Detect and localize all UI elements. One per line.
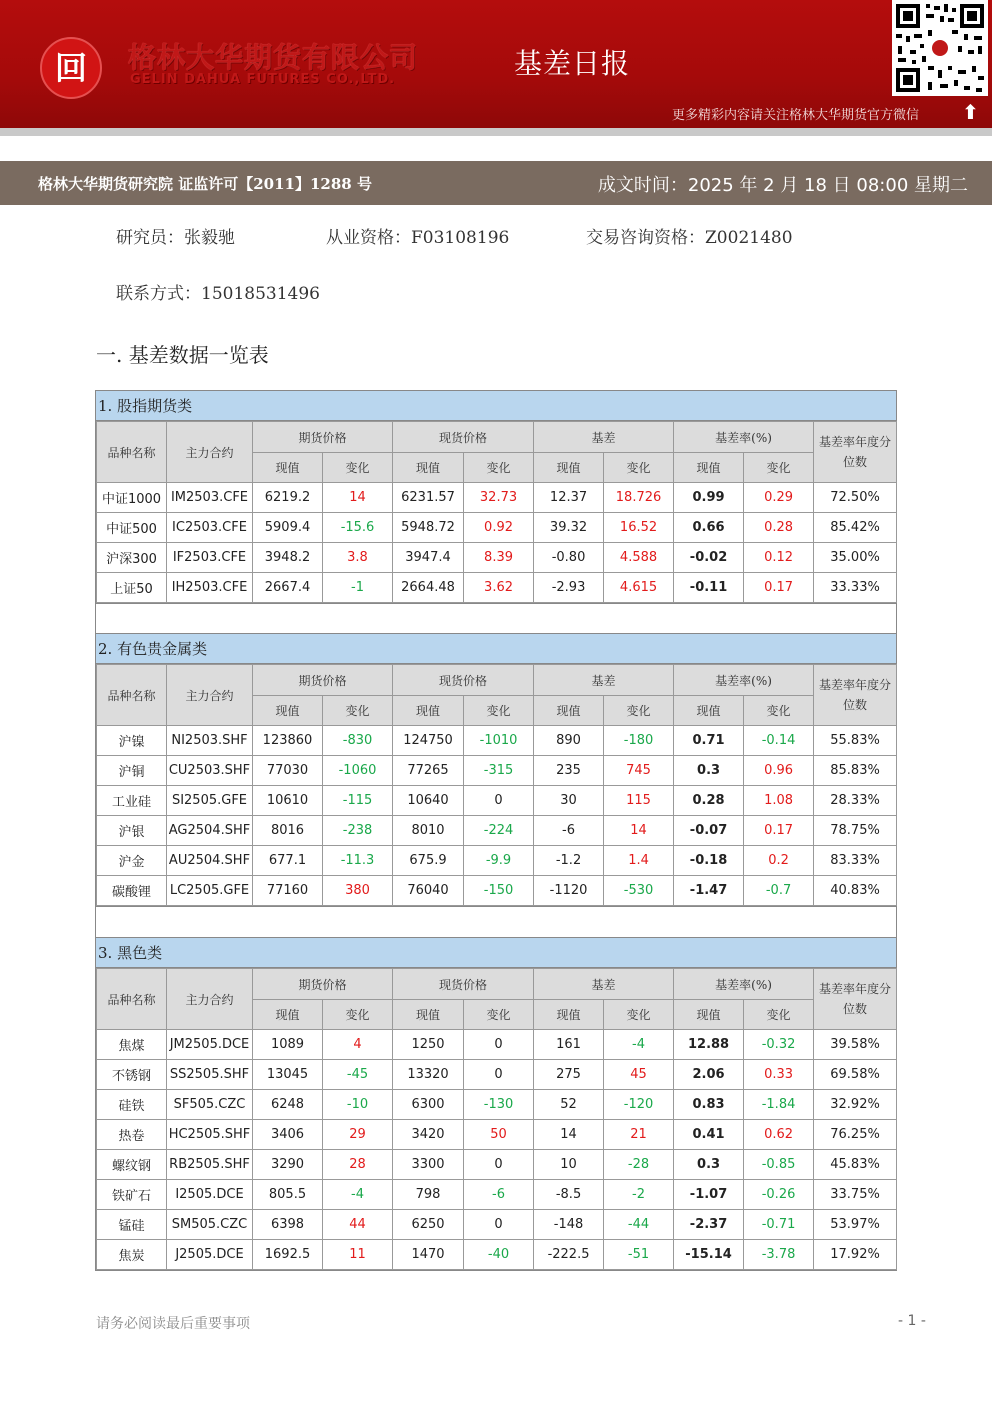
table-spacer — [96, 906, 896, 937]
table-cell: 0.41 — [674, 1120, 744, 1150]
product-name: 沪镍 — [97, 726, 167, 756]
col-header-change: 变化 — [744, 696, 814, 726]
table-cell: 0.3 — [674, 756, 744, 786]
table-row — [97, 543, 897, 573]
table-cell: 40.83% — [814, 876, 897, 906]
table-cell: 3.8 — [323, 543, 393, 573]
qr-code-icon — [892, 0, 988, 96]
table-cell: -9.9 — [464, 846, 534, 876]
contract-code: HC2505.SHF — [167, 1120, 253, 1150]
contract-code: LC2505.GFE — [167, 876, 253, 906]
col-header-change: 变化 — [604, 696, 674, 726]
table-cell: 21 — [604, 1120, 674, 1150]
page-number: - 1 - — [898, 1313, 926, 1329]
table-cell: 52 — [534, 1090, 604, 1120]
table-cell: -224 — [464, 816, 534, 846]
table-cell: 33.75% — [814, 1180, 897, 1210]
table-cell: 0.71 — [674, 726, 744, 756]
table-cell: 11 — [323, 1240, 393, 1270]
table-cell: 13320 — [393, 1060, 464, 1090]
institute-license: 格林大华期货研究院 证监许可【2011】1288 号 — [38, 175, 372, 193]
table-cell: -8.5 — [534, 1180, 604, 1210]
table-title: 2. 有色贵金属类 — [96, 634, 896, 664]
table-cell: 39.32 — [534, 513, 604, 543]
table-cell: 675.9 — [393, 846, 464, 876]
table-cell: 805.5 — [253, 1180, 323, 1210]
table-cell: 1.4 — [604, 846, 674, 876]
col-header-quantile: 基差率年度分位数 — [814, 422, 897, 483]
table-row — [97, 876, 897, 906]
table-cell: -28 — [604, 1150, 674, 1180]
table-cell: 28 — [323, 1150, 393, 1180]
table-cell: 10 — [534, 1150, 604, 1180]
col-header-contract: 主力合约 — [167, 665, 253, 726]
table-cell: -2 — [604, 1180, 674, 1210]
contact: 联系方式：15018531496 — [116, 284, 320, 304]
product-name: 沪金 — [97, 846, 167, 876]
table-title: 3. 黑色类 — [96, 938, 896, 968]
col-header-current: 现值 — [253, 1000, 323, 1030]
consult-qualification: 交易咨询资格：Z0021480 — [586, 228, 793, 248]
header-divider — [0, 128, 992, 136]
product-name: 热卷 — [97, 1120, 167, 1150]
footer-note: 请务必阅读最后重要事项 — [96, 1316, 250, 1332]
table-cell: 14 — [534, 1120, 604, 1150]
table-block-nonferrous — [95, 633, 897, 938]
contract-code: I2505.DCE — [167, 1180, 253, 1210]
contract-code: NI2503.SHF — [167, 726, 253, 756]
table-row — [97, 756, 897, 786]
table-cell: 72.50% — [814, 483, 897, 513]
col-header-spot: 现货价格 — [393, 969, 534, 1000]
table-cell: -0.71 — [744, 1210, 814, 1240]
table-cell: -238 — [323, 816, 393, 846]
table-cell: 76.25% — [814, 1120, 897, 1150]
table-cell: -6 — [464, 1180, 534, 1210]
table-cell: -0.85 — [744, 1150, 814, 1180]
table-cell: 235 — [534, 756, 604, 786]
contract-code: AG2504.SHF — [167, 816, 253, 846]
company-logo-icon — [40, 37, 102, 99]
table-cell: -148 — [534, 1210, 604, 1240]
col-header-contract: 主力合约 — [167, 969, 253, 1030]
table-cell: 0 — [464, 1060, 534, 1090]
product-name: 焦炭 — [97, 1240, 167, 1270]
table-row — [97, 1180, 897, 1210]
table-row — [97, 573, 897, 603]
col-header-name: 品种名称 — [97, 665, 167, 726]
table-row — [97, 483, 897, 513]
table-cell: -15.6 — [323, 513, 393, 543]
table-cell: -0.07 — [674, 816, 744, 846]
col-header-change: 变化 — [464, 696, 534, 726]
table-cell: -1.2 — [534, 846, 604, 876]
table-cell: 3947.4 — [393, 543, 464, 573]
table-cell: 1692.5 — [253, 1240, 323, 1270]
table-cell: 0 — [464, 786, 534, 816]
col-header-basis: 基差 — [534, 969, 674, 1000]
table-cell: -15.14 — [674, 1240, 744, 1270]
table-cell: -120 — [604, 1090, 674, 1120]
table-cell: 53.97% — [814, 1210, 897, 1240]
table-cell: -0.32 — [744, 1030, 814, 1060]
table-cell: -1 — [323, 573, 393, 603]
table-cell: 29 — [323, 1120, 393, 1150]
table-cell: -51 — [604, 1240, 674, 1270]
table-cell: 161 — [534, 1030, 604, 1060]
col-header-change: 变化 — [464, 453, 534, 483]
table-cell: 890 — [534, 726, 604, 756]
table-cell: 32.92% — [814, 1090, 897, 1120]
contract-code: AU2504.SHF — [167, 846, 253, 876]
table-row — [97, 1120, 897, 1150]
table-cell: 85.83% — [814, 756, 897, 786]
table-cell: 0 — [464, 1150, 534, 1180]
table-row — [97, 1060, 897, 1090]
col-header-change: 变化 — [323, 453, 393, 483]
col-header-basis: 基差 — [534, 422, 674, 453]
table-cell: 275 — [534, 1060, 604, 1090]
col-header-change: 变化 — [464, 1000, 534, 1030]
table-cell: 76040 — [393, 876, 464, 906]
contract-code: IF2503.CFE — [167, 543, 253, 573]
table-cell: -45 — [323, 1060, 393, 1090]
logo-glyph: 回 — [54, 49, 87, 87]
table-cell: 115 — [604, 786, 674, 816]
report-datetime: 成文时间：2025 年 2 月 18 日 08:00 星期二 — [597, 175, 968, 196]
col-header-change: 变化 — [744, 453, 814, 483]
table-cell: 4.588 — [604, 543, 674, 573]
table-cell: 6300 — [393, 1090, 464, 1120]
table-cell: -0.14 — [744, 726, 814, 756]
col-header-change: 变化 — [604, 453, 674, 483]
col-header-quantile: 基差率年度分位数 — [814, 665, 897, 726]
table-cell: 2.06 — [674, 1060, 744, 1090]
table-cell: -0.26 — [744, 1180, 814, 1210]
product-name: 螺纹钢 — [97, 1150, 167, 1180]
table-cell: 4.615 — [604, 573, 674, 603]
product-name: 沪深300 — [97, 543, 167, 573]
col-header-contract: 主力合约 — [167, 422, 253, 483]
table-row — [97, 846, 897, 876]
table-cell: 85.42% — [814, 513, 897, 543]
table-cell: 77030 — [253, 756, 323, 786]
contract-code: SI2505.GFE — [167, 786, 253, 816]
product-name: 上证50 — [97, 573, 167, 603]
company-name-cn: 格林大华期货有限公司 — [128, 41, 419, 74]
table-cell: 2664.48 — [393, 573, 464, 603]
section-title: 一. 基差数据一览表 — [96, 343, 269, 367]
table-cell: 69.58% — [814, 1060, 897, 1090]
col-header-basis-rate: 基差率(%) — [674, 969, 814, 1000]
product-name: 碳酸锂 — [97, 876, 167, 906]
arrow-up-icon: ⬆ — [962, 100, 979, 124]
table-row — [97, 1210, 897, 1240]
report-title: 基差日报 — [514, 47, 631, 80]
basis-table — [96, 664, 897, 906]
col-header-basis: 基差 — [534, 665, 674, 696]
table-cell: -2.37 — [674, 1210, 744, 1240]
table-cell: -0.80 — [534, 543, 604, 573]
table-cell: 0.83 — [674, 1090, 744, 1120]
table-cell: 28.33% — [814, 786, 897, 816]
product-name: 工业硅 — [97, 786, 167, 816]
table-cell: 0 — [464, 1210, 534, 1240]
col-header-change: 变化 — [323, 696, 393, 726]
col-header-futures: 期货价格 — [253, 969, 393, 1000]
table-cell: 1250 — [393, 1030, 464, 1060]
table-cell: 0.3 — [674, 1150, 744, 1180]
col-header-current: 现值 — [534, 696, 604, 726]
table-cell: 14 — [604, 816, 674, 846]
table-row — [97, 726, 897, 756]
col-header-current: 现值 — [674, 696, 744, 726]
col-header-name: 品种名称 — [97, 969, 167, 1030]
table-cell: -222.5 — [534, 1240, 604, 1270]
product-name: 焦煤 — [97, 1030, 167, 1060]
table-cell: 8010 — [393, 816, 464, 846]
col-header-spot: 现货价格 — [393, 422, 534, 453]
table-cell: 0.28 — [744, 513, 814, 543]
table-cell: 0.12 — [744, 543, 814, 573]
table-cell: 12.88 — [674, 1030, 744, 1060]
table-cell: 0.29 — [744, 483, 814, 513]
table-cell: -1010 — [464, 726, 534, 756]
table-row — [97, 1090, 897, 1120]
table-cell: -130 — [464, 1090, 534, 1120]
col-header-current: 现值 — [253, 453, 323, 483]
contract-code: SM505.CZC — [167, 1210, 253, 1240]
table-cell: -830 — [323, 726, 393, 756]
table-block-index-futures — [95, 390, 897, 635]
table-cell: 3.62 — [464, 573, 534, 603]
table-cell: 39.58% — [814, 1030, 897, 1060]
product-name: 中证1000 — [97, 483, 167, 513]
table-cell: 0.2 — [744, 846, 814, 876]
table-cell: 77160 — [253, 876, 323, 906]
table-cell: 380 — [323, 876, 393, 906]
wechat-follow-note: 更多精彩内容请关注格林大华期货官方微信 — [672, 108, 920, 123]
table-cell: 6231.57 — [393, 483, 464, 513]
table-cell: 12.37 — [534, 483, 604, 513]
contract-code: IH2503.CFE — [167, 573, 253, 603]
table-cell: 0.99 — [674, 483, 744, 513]
col-header-name: 品种名称 — [97, 422, 167, 483]
table-cell: -1120 — [534, 876, 604, 906]
table-cell: 8.39 — [464, 543, 534, 573]
table-title: 1. 股指期货类 — [96, 391, 896, 421]
table-cell: 13045 — [253, 1060, 323, 1090]
col-header-current: 现值 — [393, 453, 464, 483]
table-cell: 2667.4 — [253, 573, 323, 603]
table-cell: -150 — [464, 876, 534, 906]
table-cell: -1.84 — [744, 1090, 814, 1120]
table-cell: 55.83% — [814, 726, 897, 756]
product-name: 中证500 — [97, 513, 167, 543]
qualification: 从业资格：F03108196 — [326, 228, 510, 248]
table-cell: 0.33 — [744, 1060, 814, 1090]
researcher: 研究员：张毅驰 — [116, 228, 235, 248]
table-row — [97, 786, 897, 816]
table-cell: 45.83% — [814, 1150, 897, 1180]
table-spacer — [96, 603, 896, 634]
table-cell: 3420 — [393, 1120, 464, 1150]
table-row — [97, 816, 897, 846]
table-cell: 124750 — [393, 726, 464, 756]
table-cell: -1.47 — [674, 876, 744, 906]
table-cell: -4 — [604, 1030, 674, 1060]
table-cell: 0.96 — [744, 756, 814, 786]
contract-code: IM2503.CFE — [167, 483, 253, 513]
table-cell: 45 — [604, 1060, 674, 1090]
table-cell: -530 — [604, 876, 674, 906]
table-row — [97, 1030, 897, 1060]
basis-table — [96, 421, 897, 603]
table-cell: -11.3 — [323, 846, 393, 876]
table-cell: 0.92 — [464, 513, 534, 543]
table-cell: -0.11 — [674, 573, 744, 603]
table-cell: 3948.2 — [253, 543, 323, 573]
contract-code: SF505.CZC — [167, 1090, 253, 1120]
table-cell: 123860 — [253, 726, 323, 756]
table-cell: -4 — [323, 1180, 393, 1210]
table-cell: -10 — [323, 1090, 393, 1120]
table-cell: 5948.72 — [393, 513, 464, 543]
table-row — [97, 1240, 897, 1270]
contract-code: SS2505.SHF — [167, 1060, 253, 1090]
product-name: 锰硅 — [97, 1210, 167, 1240]
table-cell: 6250 — [393, 1210, 464, 1240]
table-cell: -3.78 — [744, 1240, 814, 1270]
table-cell: 677.1 — [253, 846, 323, 876]
info-bar — [0, 161, 992, 205]
col-header-change: 变化 — [604, 1000, 674, 1030]
col-header-current: 现值 — [253, 696, 323, 726]
table-cell: 77265 — [393, 756, 464, 786]
table-cell: 0.66 — [674, 513, 744, 543]
table-cell: 35.00% — [814, 543, 897, 573]
table-cell: 798 — [393, 1180, 464, 1210]
table-cell: 1470 — [393, 1240, 464, 1270]
table-cell: 6398 — [253, 1210, 323, 1240]
table-row — [97, 1150, 897, 1180]
product-name: 沪铜 — [97, 756, 167, 786]
contract-code: JM2505.DCE — [167, 1030, 253, 1060]
table-cell: 78.75% — [814, 816, 897, 846]
table-cell: 10640 — [393, 786, 464, 816]
table-cell: 1089 — [253, 1030, 323, 1060]
company-name-en: GELIN DAHUA FUTURES CO.,LTD. — [130, 72, 396, 87]
table-cell: 0.17 — [744, 816, 814, 846]
col-header-current: 现值 — [534, 1000, 604, 1030]
col-header-change: 变化 — [323, 1000, 393, 1030]
contract-code: IC2503.CFE — [167, 513, 253, 543]
table-cell: -1.07 — [674, 1180, 744, 1210]
table-cell: 8016 — [253, 816, 323, 846]
table-cell: -0.02 — [674, 543, 744, 573]
table-cell: 6248 — [253, 1090, 323, 1120]
col-header-change: 变化 — [744, 1000, 814, 1030]
col-header-current: 现值 — [534, 453, 604, 483]
table-cell: 33.33% — [814, 573, 897, 603]
col-header-current: 现值 — [674, 1000, 744, 1030]
table-cell: 10610 — [253, 786, 323, 816]
col-header-current: 现值 — [674, 453, 744, 483]
col-header-current: 现值 — [393, 1000, 464, 1030]
table-cell: 0.28 — [674, 786, 744, 816]
col-header-spot: 现货价格 — [393, 665, 534, 696]
table-cell: 16.52 — [604, 513, 674, 543]
table-cell: 18.726 — [604, 483, 674, 513]
col-header-futures: 期货价格 — [253, 665, 393, 696]
table-cell: 3300 — [393, 1150, 464, 1180]
table-cell: -6 — [534, 816, 604, 846]
product-name: 硅铁 — [97, 1090, 167, 1120]
table-cell: 17.92% — [814, 1240, 897, 1270]
table-cell: 0 — [464, 1030, 534, 1060]
table-cell: -0.18 — [674, 846, 744, 876]
contract-code: J2505.DCE — [167, 1240, 253, 1270]
table-row — [97, 513, 897, 543]
table-block-ferrous — [95, 937, 897, 1271]
table-cell: 3290 — [253, 1150, 323, 1180]
basis-table — [96, 968, 897, 1270]
table-cell: 1.08 — [744, 786, 814, 816]
table-cell: 50 — [464, 1120, 534, 1150]
table-cell: 4 — [323, 1030, 393, 1060]
col-header-quantile: 基差率年度分位数 — [814, 969, 897, 1030]
product-name: 铁矿石 — [97, 1180, 167, 1210]
table-cell: 44 — [323, 1210, 393, 1240]
table-cell: 6219.2 — [253, 483, 323, 513]
table-cell: -2.93 — [534, 573, 604, 603]
table-cell: 0.17 — [744, 573, 814, 603]
table-cell: -315 — [464, 756, 534, 786]
product-name: 不锈钢 — [97, 1060, 167, 1090]
table-cell: -0.7 — [744, 876, 814, 906]
table-cell: 3406 — [253, 1120, 323, 1150]
table-cell: 745 — [604, 756, 674, 786]
col-header-basis-rate: 基差率(%) — [674, 422, 814, 453]
col-header-current: 现值 — [393, 696, 464, 726]
table-cell: 32.73 — [464, 483, 534, 513]
table-cell: -40 — [464, 1240, 534, 1270]
contract-code: RB2505.SHF — [167, 1150, 253, 1180]
contract-code: CU2503.SHF — [167, 756, 253, 786]
table-cell: -180 — [604, 726, 674, 756]
col-header-basis-rate: 基差率(%) — [674, 665, 814, 696]
table-cell: 0.62 — [744, 1120, 814, 1150]
table-cell: -44 — [604, 1210, 674, 1240]
table-cell: -115 — [323, 786, 393, 816]
table-cell: 5909.4 — [253, 513, 323, 543]
table-cell: 83.33% — [814, 846, 897, 876]
table-cell: 30 — [534, 786, 604, 816]
table-cell: 14 — [323, 483, 393, 513]
product-name: 沪银 — [97, 816, 167, 846]
table-cell: -1060 — [323, 756, 393, 786]
col-header-futures: 期货价格 — [253, 422, 393, 453]
